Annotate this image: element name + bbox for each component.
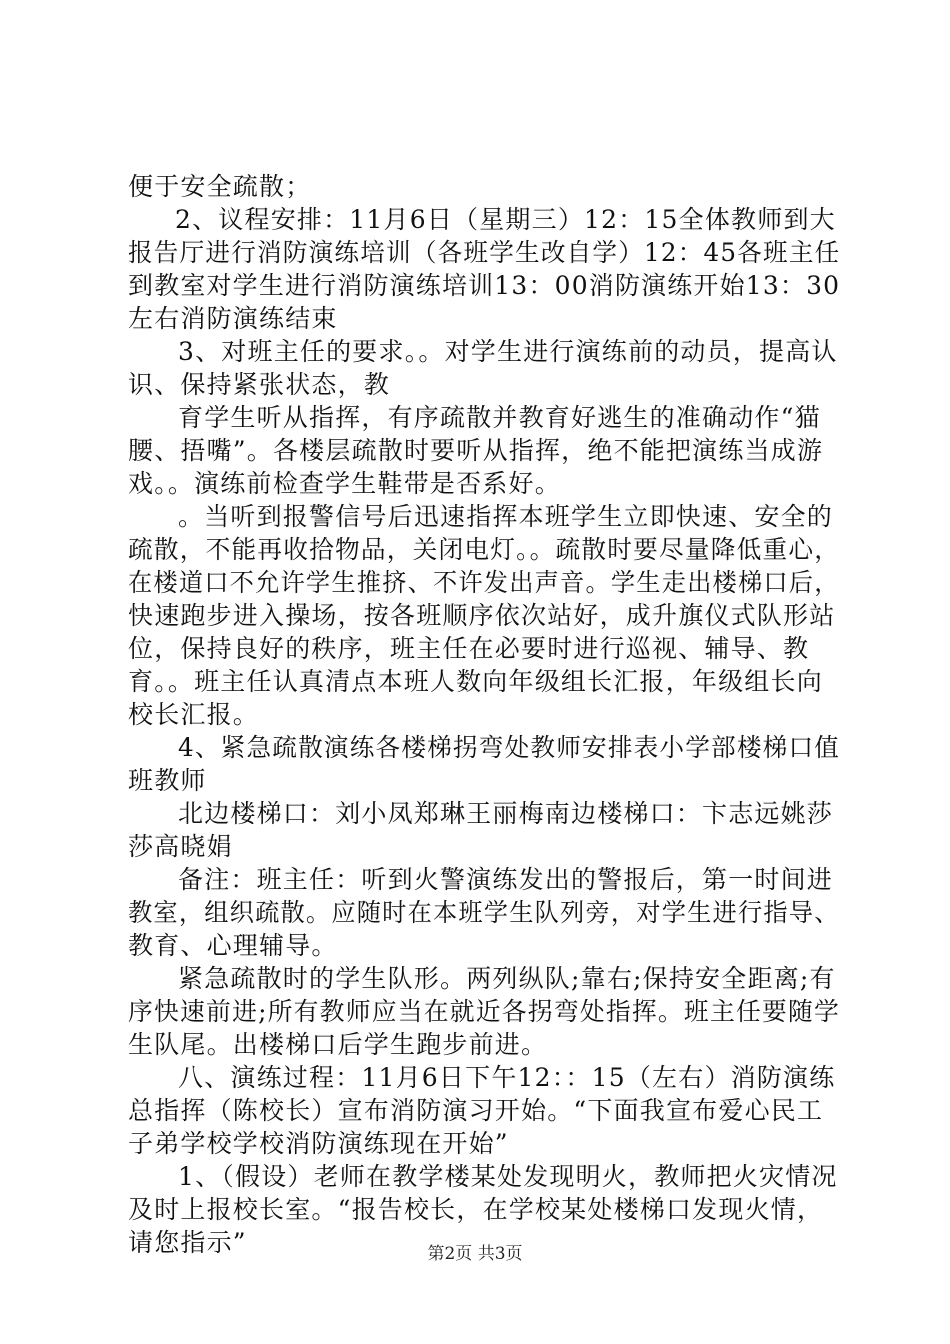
- text-line: 育学生听从指挥，有序疏散并教育好逃生的准确动作“猫: [178, 403, 821, 432]
- text-line: 总指挥（陈校长）宣布消防演习开始。“下面我宣布爱心民工: [128, 1096, 824, 1125]
- text-line: 及时上报校长室。“报告校长，在学校某处楼梯口发现火情，: [128, 1195, 824, 1224]
- text-line: 在楼道口不允许学生推挤、不许发出声音。学生走出楼梯口后，: [128, 568, 840, 597]
- text-line: 教育、心理辅导。: [128, 931, 338, 960]
- text-line: 备注：班主任：听到火警演练发出的警报后，第一时间进: [178, 865, 834, 894]
- text-line: 3、对班主任的要求。。对学生进行演练前的动员，提高认: [178, 337, 838, 366]
- text-line: 序快速前进;所有教师应当在就近各拐弯处指挥。班主任要随学: [128, 997, 841, 1026]
- text-line: 育。。班主任认真清点本班人数向年级组长汇报，年级组长向: [128, 667, 823, 696]
- text-line: 疏散，不能再收拾物品，关闭电灯。。疏散时要尽量降低重心，: [128, 535, 841, 564]
- text-line: 位，保持良好的秩序，班主任在必要时进行巡视、辅导、教: [128, 634, 810, 663]
- text-line: 左右消防演练结束: [128, 304, 338, 333]
- text-line: 1、（假设）老师在教学楼某处发现明火，教师把火灾情况: [178, 1162, 838, 1191]
- text-line: 腰、捂嘴”。各楼层疏散时要听从指挥，绝不能把演练当成游: [128, 436, 824, 465]
- page-footer: 第2页 共3页: [427, 1244, 523, 1264]
- text-line: 北边楼梯口：刘小凤郑琳王丽梅南边楼梯口：卞志远姚莎: [178, 799, 834, 828]
- text-line: 4、紧急疏散演练各楼梯拐弯处教师安排表小学部楼梯口值: [178, 733, 841, 762]
- text-line: 莎高晓娟: [128, 832, 233, 861]
- text-line: 戏。。演练前检查学生鞋带是否系好。: [128, 469, 561, 498]
- text-line: 子弟学校学校消防演练现在开始”: [128, 1129, 509, 1158]
- text-line: 请您指示”: [128, 1228, 247, 1257]
- text-line: 校长汇报。: [128, 700, 260, 729]
- text-line: 到教室对学生进行消防演练培训13：00消防演练开始13：30: [128, 271, 841, 300]
- text-line: 识、保持紧张状态，教: [128, 370, 391, 399]
- text-line: 班教师: [128, 766, 207, 795]
- text-line: 。当听到报警信号后迅速指挥本班学生立即快速、安全的: [178, 502, 834, 531]
- text-line: 教室，组织疏散。应随时在本班学生队列旁，对学生进行指导、: [128, 898, 840, 927]
- text-line: 紧急疏散时的学生队形。两列纵队;靠右;保持安全距离;有: [178, 964, 836, 993]
- text-line: 报告厅进行消防演练培训（各班学生改自学）12：45各班主任: [128, 238, 841, 267]
- text-line: 便于安全疏散；: [128, 172, 312, 201]
- text-line: 生队尾。出楼梯口后学生跑步前进。: [128, 1030, 548, 1059]
- text-line: 2、议程安排：11月6日（星期三）12：15全体教师到大: [175, 205, 836, 234]
- text-line: 八、演练过程：11月6日下午12：：15（左右）消防演练: [178, 1063, 836, 1092]
- text-line: 快速跑步进入操场，按各班顺序依次站好，成升旗仪式队形站: [128, 601, 836, 630]
